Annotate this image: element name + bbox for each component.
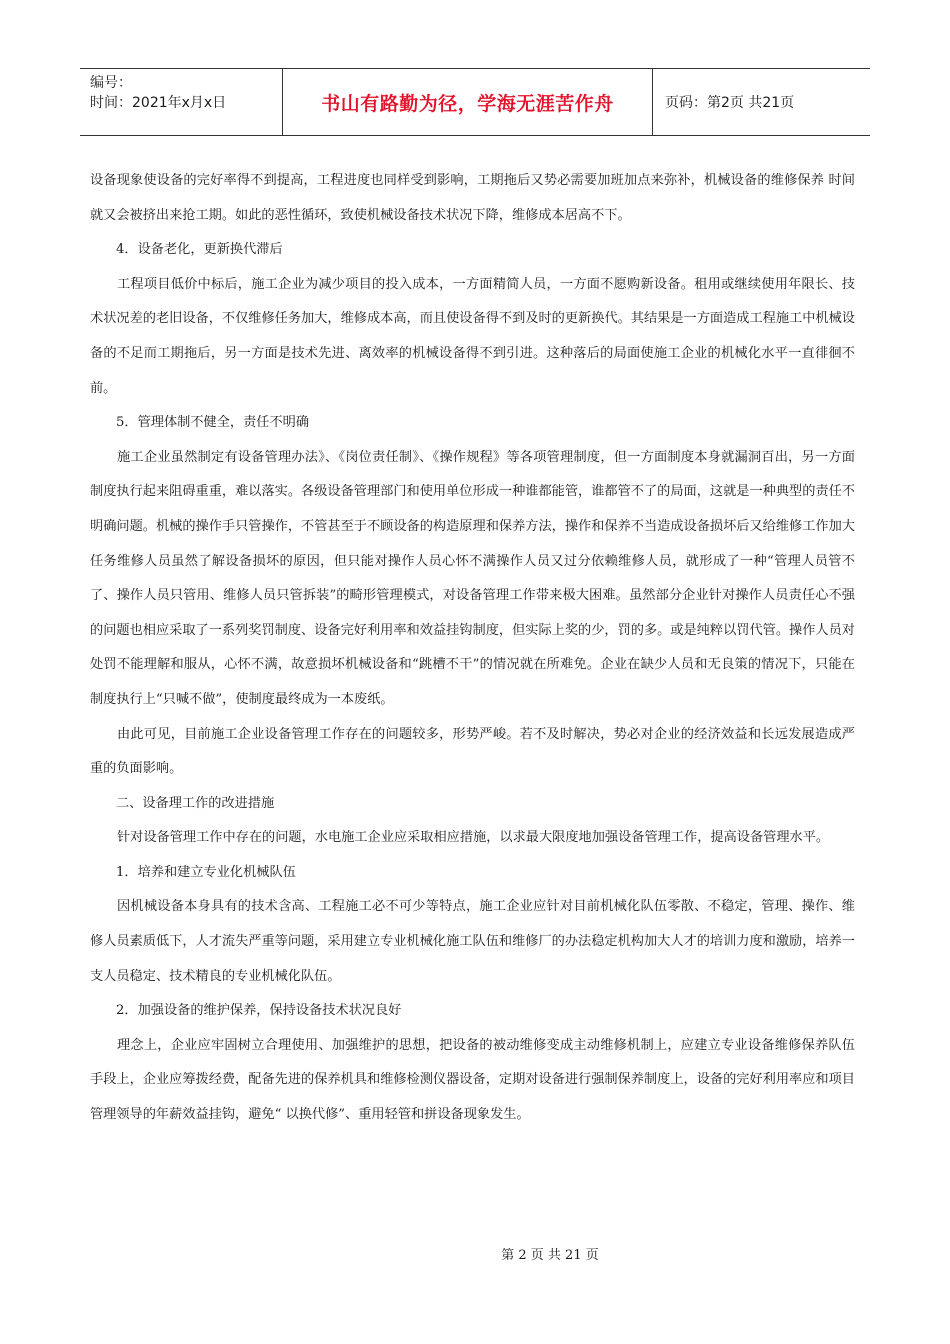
header-meta <box>80 69 283 135</box>
header-motto: 书山有路勤为径，学海无涯苦作舟 <box>283 69 653 135</box>
header-page-code: 页码：第2页 共21页 <box>665 95 795 111</box>
body-paragraph: 设备现象使设备的完好率得不到提高，工程进度也同样受到影响，工期拖后又势必需要加班加点来弥补，机械设备的维修保养 时间就又会被挤出来抢工期。如此的恶性循环，致使机械设备技术状况下降，维修成本居高不下。 <box>90 173 855 223</box>
body-paragraph: 施工企业虽然制定有设备管理办法》、《岗位责任制》、《操作规程》等各项管理制度，但一方面制度本身就漏洞百出，另一方面制度执行起来阻碍重重，难以落实。各级设备管理部门和使用单位形成一种谁都能管，谁都管不了的局面，这就是一种典型的责任不明确问题。机械的操作手只管操作，不管甚至于不顾设备的构造原理和保养方法，操作和保养不当造成设备损坏后又给维修工作加大任务维修人员虽然了解设备损坏的原因，但只能对操作人员心怀不满操作人员又过分依赖维修人员，就形成了一种“管理人员管不了、操作人员只管用、维修人员只管拆装”的畸形管理模式，对设备管理工作带来极大困难。虽然部分企业针对操作人员责任心不强的问题也相应采取了一系列奖罚制度、设备完好利用率和效益挂钩制度，但实际上奖的少，罚的多。或是纯粹以罚代管。操作人员对处罚不能理解和服从，心怀不满，故意损坏机械设备和“跳槽不干”的情况就在所难免。企业在缺少人员和无良策的情况下，只能在制度执行上“只喊不做”，使制度最终成为一本废纸。 <box>90 449 855 707</box>
chapter-heading: 二、设备理工作的改进措施 <box>116 795 275 811</box>
body-paragraph: 由此可见，目前施工企业设备管理工作存在的问题较多，形势严峻。若不及时解决，势必对企业的经济效益和长远发展造成严重的负面影响。 <box>90 726 855 777</box>
section-heading: 2．加强设备的维护保养，保持设备技术状况良好 <box>116 1003 402 1019</box>
section-heading: 5．管理体制不健全，责任不明确 <box>116 415 310 431</box>
document-number-label: 编号： <box>90 75 132 91</box>
body-paragraph: 理念上，企业应牢固树立合理使用、加强维护的思想，把设备的被动维修变成主动维修机制上，应建立专业设备维修保养队伍手段上，企业应筹拨经费，配备先进的保养机具和维修检测仪器设备，定期对设备进行强制保养制度上，设备的完好利用率应和项目管理领导的年薪效益挂钩，避免“ 以换代修”、重用轻管和拼设备现象发生。 <box>90 1037 855 1123</box>
section-heading: 4．设备老化，更新换代滞后 <box>116 242 283 258</box>
body-paragraph: 因机械设备本身具有的技术含高、工程施工必不可少等特点，施工企业应针对目前机械化队伍零散、不稳定，管理、操作、维修人员素质低下，人才流失严重等问题，采用建立专业机械化施工队伍和维修厂的办法稳定机构加大人才的培训力度和激励，培养一支人员稳定、技术精良的专业机械化队伍。 <box>90 899 855 984</box>
body-paragraph: 针对设备管理工作中存在的问题，水电施工企业应采取相应措施，以求最大限度地加强设备管理工作，提高设备管理水平。 <box>117 830 830 846</box>
document-body <box>90 164 855 1133</box>
document-time-label: 时间：2021年x月x日 <box>90 95 227 111</box>
page-header <box>80 68 870 136</box>
body-paragraph: 工程项目低价中标后，施工企业为减少项目的投入成本，一方面精简人员，一方面不愿购新设备。租用或继续使用年限长、技术状况差的老旧设备，不仅维修任务加大，维修成本高，而且使设备得不到及时的更新换代。其结果是一方面造成工程施工中机械设备的不足而工期拖后，另一方面是技术先进、离效率的机械设备得不到引进。这种落后的局面使施工企业的机械化水平一直徘徊不前。 <box>90 276 855 396</box>
page-footer: 第 2 页 共 21 页 <box>501 1248 599 1263</box>
section-heading: 1．培养和建立专业化机械队伍 <box>116 864 296 880</box>
